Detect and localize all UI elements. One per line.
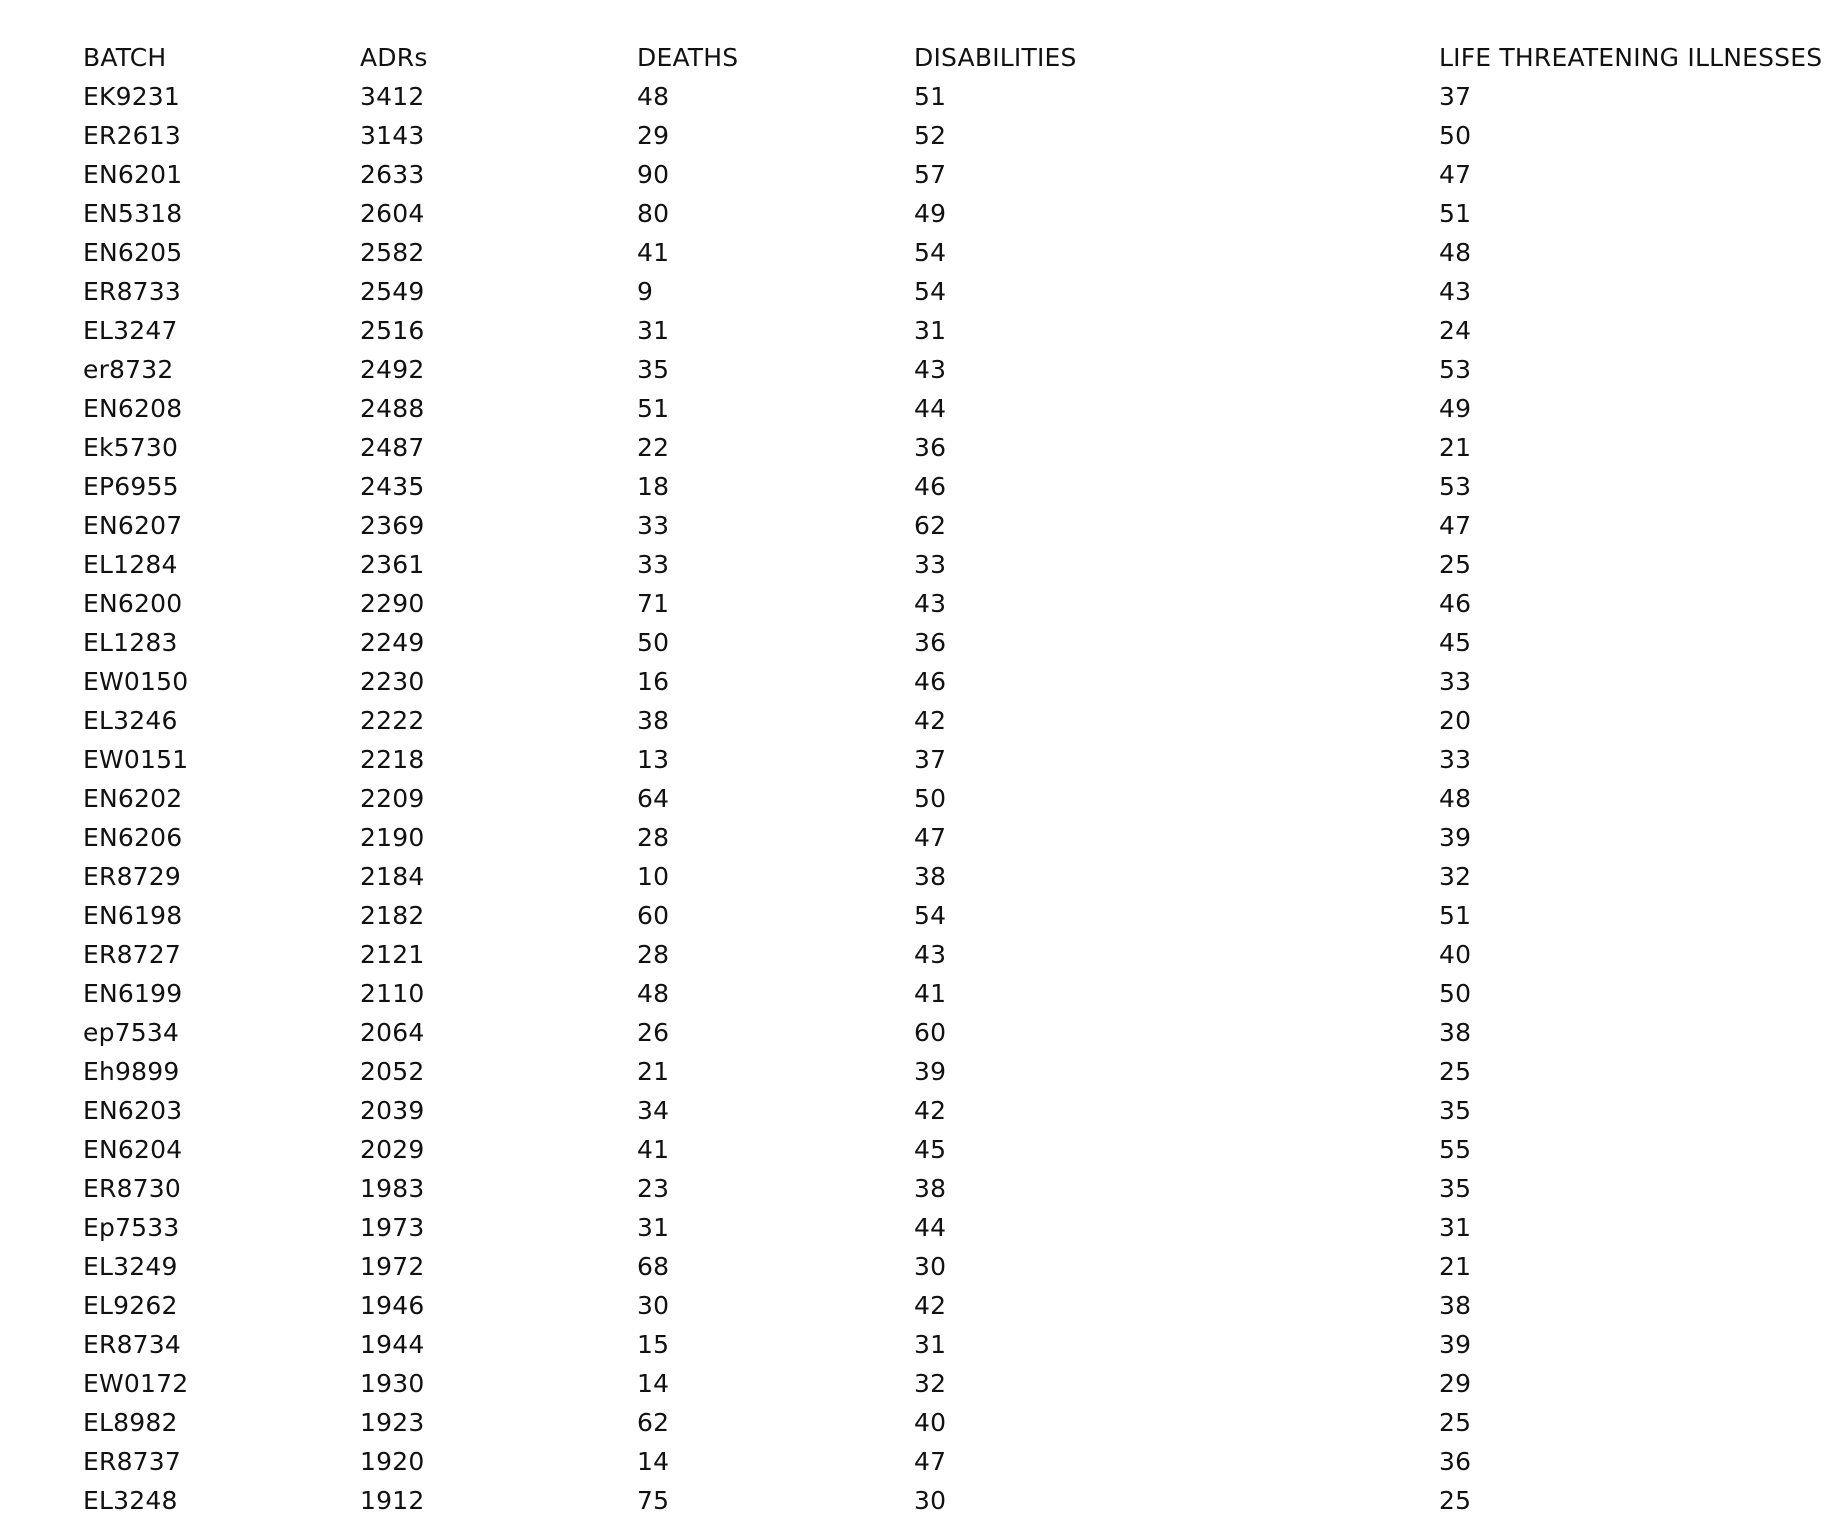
cell-disabilities: 30 bbox=[914, 1486, 947, 1515]
cell-life-threatening-illnesses: 36 bbox=[1439, 1447, 1472, 1476]
cell-life-threatening-illnesses: 25 bbox=[1439, 1486, 1472, 1515]
table-row bbox=[83, 1325, 1822, 1364]
table-row bbox=[83, 857, 1822, 896]
cell-batch: ER8733 bbox=[83, 277, 181, 306]
cell-life-threatening-illnesses: 40 bbox=[1439, 940, 1472, 969]
cell-adrs: 1930 bbox=[360, 1369, 425, 1398]
cell-batch: EL9262 bbox=[83, 1291, 178, 1320]
cell-deaths: 29 bbox=[637, 121, 670, 150]
cell-deaths: 80 bbox=[637, 199, 670, 228]
cell-life-threatening-illnesses: 47 bbox=[1439, 160, 1472, 189]
cell-disabilities: 43 bbox=[914, 355, 947, 384]
cell-adrs: 2029 bbox=[360, 1135, 425, 1164]
cell-disabilities: 40 bbox=[914, 1408, 947, 1437]
cell-batch: EW0150 bbox=[83, 667, 189, 696]
cell-life-threatening-illnesses: 55 bbox=[1439, 1135, 1472, 1164]
cell-disabilities: 42 bbox=[914, 706, 947, 735]
cell-disabilities: 46 bbox=[914, 667, 947, 696]
header-adrs: ADRs bbox=[360, 43, 428, 72]
cell-batch: EN6199 bbox=[83, 979, 183, 1008]
cell-life-threatening-illnesses: 21 bbox=[1439, 1252, 1472, 1281]
cell-deaths: 90 bbox=[637, 160, 670, 189]
cell-batch: EN6207 bbox=[83, 511, 183, 540]
cell-batch: ER8729 bbox=[83, 862, 181, 891]
cell-adrs: 2110 bbox=[360, 979, 425, 1008]
cell-batch: EN6206 bbox=[83, 823, 183, 852]
cell-life-threatening-illnesses: 25 bbox=[1439, 1408, 1472, 1437]
cell-life-threatening-illnesses: 48 bbox=[1439, 238, 1472, 267]
cell-adrs: 2549 bbox=[360, 277, 425, 306]
cell-deaths: 13 bbox=[637, 745, 670, 774]
cell-batch: EW0172 bbox=[83, 1369, 189, 1398]
cell-life-threatening-illnesses: 33 bbox=[1439, 667, 1472, 696]
table-row bbox=[83, 1247, 1822, 1286]
cell-adrs: 1923 bbox=[360, 1408, 425, 1437]
table-row bbox=[83, 1442, 1822, 1481]
cell-batch: EN6200 bbox=[83, 589, 183, 618]
cell-disabilities: 62 bbox=[914, 511, 947, 540]
cell-adrs: 2582 bbox=[360, 238, 425, 267]
cell-disabilities: 38 bbox=[914, 862, 947, 891]
cell-adrs: 2039 bbox=[360, 1096, 425, 1125]
cell-batch: EL3246 bbox=[83, 706, 178, 735]
table-row bbox=[83, 1052, 1822, 1091]
header-deaths: DEATHS bbox=[637, 43, 739, 72]
cell-adrs: 2182 bbox=[360, 901, 425, 930]
cell-disabilities: 37 bbox=[914, 745, 947, 774]
table-row bbox=[83, 311, 1822, 350]
cell-disabilities: 32 bbox=[914, 1369, 947, 1398]
cell-adrs: 2209 bbox=[360, 784, 425, 813]
table-row bbox=[83, 1403, 1822, 1442]
cell-deaths: 10 bbox=[637, 862, 670, 891]
cell-life-threatening-illnesses: 51 bbox=[1439, 901, 1472, 930]
cell-deaths: 21 bbox=[637, 1057, 670, 1086]
cell-adrs: 3143 bbox=[360, 121, 425, 150]
cell-disabilities: 42 bbox=[914, 1096, 947, 1125]
cell-disabilities: 44 bbox=[914, 394, 947, 423]
table-row bbox=[83, 818, 1822, 857]
cell-batch: EN6208 bbox=[83, 394, 183, 423]
table-row bbox=[83, 662, 1822, 701]
cell-deaths: 33 bbox=[637, 511, 670, 540]
cell-disabilities: 31 bbox=[914, 1330, 947, 1359]
cell-adrs: 2290 bbox=[360, 589, 425, 618]
cell-life-threatening-illnesses: 24 bbox=[1439, 316, 1472, 345]
cell-disabilities: 60 bbox=[914, 1018, 947, 1047]
cell-deaths: 23 bbox=[637, 1174, 670, 1203]
cell-deaths: 48 bbox=[637, 82, 670, 111]
cell-disabilities: 36 bbox=[914, 433, 947, 462]
cell-adrs: 2121 bbox=[360, 940, 425, 969]
cell-life-threatening-illnesses: 43 bbox=[1439, 277, 1472, 306]
cell-life-threatening-illnesses: 32 bbox=[1439, 862, 1472, 891]
cell-batch: ER8727 bbox=[83, 940, 181, 969]
cell-adrs: 2435 bbox=[360, 472, 425, 501]
cell-deaths: 35 bbox=[637, 355, 670, 384]
table-row bbox=[83, 974, 1822, 1013]
cell-batch: EN6203 bbox=[83, 1096, 183, 1125]
table-body bbox=[83, 38, 1822, 1520]
cell-deaths: 34 bbox=[637, 1096, 670, 1125]
cell-adrs: 2633 bbox=[360, 160, 425, 189]
cell-deaths: 14 bbox=[637, 1369, 670, 1398]
cell-disabilities: 54 bbox=[914, 238, 947, 267]
cell-disabilities: 47 bbox=[914, 1447, 947, 1476]
cell-adrs: 2492 bbox=[360, 355, 425, 384]
cell-disabilities: 51 bbox=[914, 82, 947, 111]
cell-adrs: 2064 bbox=[360, 1018, 425, 1047]
table-row bbox=[83, 779, 1822, 818]
cell-batch: EW0151 bbox=[83, 745, 189, 774]
table-row bbox=[83, 116, 1822, 155]
cell-batch: ER8734 bbox=[83, 1330, 181, 1359]
cell-adrs: 1946 bbox=[360, 1291, 425, 1320]
cell-deaths: 48 bbox=[637, 979, 670, 1008]
cell-disabilities: 50 bbox=[914, 784, 947, 813]
cell-disabilities: 52 bbox=[914, 121, 947, 150]
cell-life-threatening-illnesses: 25 bbox=[1439, 1057, 1472, 1086]
cell-batch: EK9231 bbox=[83, 82, 181, 111]
cell-disabilities: 44 bbox=[914, 1213, 947, 1242]
cell-adrs: 2361 bbox=[360, 550, 425, 579]
cell-deaths: 41 bbox=[637, 238, 670, 267]
cell-deaths: 30 bbox=[637, 1291, 670, 1320]
cell-batch: EL8982 bbox=[83, 1408, 178, 1437]
cell-disabilities: 54 bbox=[914, 901, 947, 930]
table-row bbox=[83, 1208, 1822, 1247]
cell-life-threatening-illnesses: 20 bbox=[1439, 706, 1472, 735]
table-row bbox=[83, 1130, 1822, 1169]
cell-disabilities: 43 bbox=[914, 589, 947, 618]
cell-deaths: 71 bbox=[637, 589, 670, 618]
cell-life-threatening-illnesses: 38 bbox=[1439, 1291, 1472, 1320]
cell-disabilities: 39 bbox=[914, 1057, 947, 1086]
cell-disabilities: 47 bbox=[914, 823, 947, 852]
cell-adrs: 1944 bbox=[360, 1330, 425, 1359]
cell-adrs: 2222 bbox=[360, 706, 425, 735]
cell-batch: ep7534 bbox=[83, 1018, 180, 1047]
cell-disabilities: 33 bbox=[914, 550, 947, 579]
cell-life-threatening-illnesses: 50 bbox=[1439, 121, 1472, 150]
table-row bbox=[83, 1364, 1822, 1403]
cell-life-threatening-illnesses: 47 bbox=[1439, 511, 1472, 540]
cell-adrs: 2488 bbox=[360, 394, 425, 423]
cell-deaths: 31 bbox=[637, 1213, 670, 1242]
cell-deaths: 64 bbox=[637, 784, 670, 813]
cell-disabilities: 41 bbox=[914, 979, 947, 1008]
table-row bbox=[83, 77, 1822, 116]
cell-deaths: 28 bbox=[637, 823, 670, 852]
cell-life-threatening-illnesses: 33 bbox=[1439, 745, 1472, 774]
header-row bbox=[83, 38, 1822, 77]
cell-batch: EN6198 bbox=[83, 901, 183, 930]
batch-adr-table bbox=[83, 38, 1822, 1520]
cell-life-threatening-illnesses: 35 bbox=[1439, 1174, 1472, 1203]
cell-adrs: 2249 bbox=[360, 628, 425, 657]
table-row bbox=[83, 389, 1822, 428]
cell-disabilities: 38 bbox=[914, 1174, 947, 1203]
cell-batch: EL3248 bbox=[83, 1486, 178, 1515]
cell-batch: er8732 bbox=[83, 355, 174, 384]
cell-adrs: 2604 bbox=[360, 199, 425, 228]
cell-adrs: 3412 bbox=[360, 82, 425, 111]
cell-life-threatening-illnesses: 25 bbox=[1439, 550, 1472, 579]
cell-life-threatening-illnesses: 31 bbox=[1439, 1213, 1472, 1242]
table-row bbox=[83, 350, 1822, 389]
cell-adrs: 1973 bbox=[360, 1213, 425, 1242]
table-row bbox=[83, 1013, 1822, 1052]
cell-life-threatening-illnesses: 45 bbox=[1439, 628, 1472, 657]
table-row bbox=[83, 584, 1822, 623]
cell-adrs: 1920 bbox=[360, 1447, 425, 1476]
cell-adrs: 2230 bbox=[360, 667, 425, 696]
cell-batch: ER8730 bbox=[83, 1174, 181, 1203]
cell-batch: EN6202 bbox=[83, 784, 183, 813]
cell-deaths: 16 bbox=[637, 667, 670, 696]
table-row bbox=[83, 506, 1822, 545]
cell-disabilities: 46 bbox=[914, 472, 947, 501]
cell-adrs: 2369 bbox=[360, 511, 425, 540]
cell-deaths: 22 bbox=[637, 433, 670, 462]
table-row bbox=[83, 935, 1822, 974]
cell-adrs: 2184 bbox=[360, 862, 425, 891]
header-disabilities: DISABILITIES bbox=[914, 43, 1077, 72]
table-row bbox=[83, 155, 1822, 194]
cell-deaths: 60 bbox=[637, 901, 670, 930]
cell-batch: EN5318 bbox=[83, 199, 183, 228]
cell-disabilities: 36 bbox=[914, 628, 947, 657]
table-row bbox=[83, 467, 1822, 506]
cell-deaths: 28 bbox=[637, 940, 670, 969]
cell-adrs: 2052 bbox=[360, 1057, 425, 1086]
cell-batch: EL3249 bbox=[83, 1252, 178, 1281]
table-row bbox=[83, 1286, 1822, 1325]
table-row bbox=[83, 623, 1822, 662]
cell-adrs: 2218 bbox=[360, 745, 425, 774]
cell-life-threatening-illnesses: 38 bbox=[1439, 1018, 1472, 1047]
cell-adrs: 1972 bbox=[360, 1252, 425, 1281]
cell-adrs: 1983 bbox=[360, 1174, 425, 1203]
cell-deaths: 9 bbox=[637, 277, 654, 306]
cell-life-threatening-illnesses: 39 bbox=[1439, 823, 1472, 852]
table-row bbox=[83, 428, 1822, 467]
cell-batch: Ek5730 bbox=[83, 433, 179, 462]
cell-deaths: 15 bbox=[637, 1330, 670, 1359]
cell-deaths: 50 bbox=[637, 628, 670, 657]
cell-batch: EN6201 bbox=[83, 160, 183, 189]
table-row bbox=[83, 701, 1822, 740]
cell-adrs: 2190 bbox=[360, 823, 425, 852]
table-row bbox=[83, 740, 1822, 779]
header-life-threatening-illnesses: LIFE THREATENING ILLNESSES bbox=[1439, 43, 1823, 72]
cell-disabilities: 31 bbox=[914, 316, 947, 345]
cell-life-threatening-illnesses: 21 bbox=[1439, 433, 1472, 462]
cell-life-threatening-illnesses: 53 bbox=[1439, 472, 1472, 501]
cell-life-threatening-illnesses: 39 bbox=[1439, 1330, 1472, 1359]
cell-deaths: 26 bbox=[637, 1018, 670, 1047]
cell-disabilities: 54 bbox=[914, 277, 947, 306]
cell-batch: EL3247 bbox=[83, 316, 178, 345]
table-row bbox=[83, 233, 1822, 272]
cell-deaths: 31 bbox=[637, 316, 670, 345]
cell-deaths: 41 bbox=[637, 1135, 670, 1164]
cell-adrs: 2516 bbox=[360, 316, 425, 345]
cell-batch: Eh9899 bbox=[83, 1057, 180, 1086]
table-row bbox=[83, 194, 1822, 233]
cell-deaths: 14 bbox=[637, 1447, 670, 1476]
cell-life-threatening-illnesses: 29 bbox=[1439, 1369, 1472, 1398]
cell-batch: ER2613 bbox=[83, 121, 181, 150]
cell-life-threatening-illnesses: 35 bbox=[1439, 1096, 1472, 1125]
table-row bbox=[83, 1091, 1822, 1130]
table-row bbox=[83, 545, 1822, 584]
cell-life-threatening-illnesses: 51 bbox=[1439, 199, 1472, 228]
cell-batch: EL1284 bbox=[83, 550, 178, 579]
cell-disabilities: 57 bbox=[914, 160, 947, 189]
cell-disabilities: 30 bbox=[914, 1252, 947, 1281]
cell-life-threatening-illnesses: 37 bbox=[1439, 82, 1472, 111]
cell-adrs: 2487 bbox=[360, 433, 425, 462]
cell-deaths: 68 bbox=[637, 1252, 670, 1281]
cell-life-threatening-illnesses: 48 bbox=[1439, 784, 1472, 813]
table-row bbox=[83, 1169, 1822, 1208]
cell-batch: EN6204 bbox=[83, 1135, 183, 1164]
cell-life-threatening-illnesses: 50 bbox=[1439, 979, 1472, 1008]
cell-batch: EN6205 bbox=[83, 238, 183, 267]
cell-batch: ER8737 bbox=[83, 1447, 181, 1476]
cell-life-threatening-illnesses: 53 bbox=[1439, 355, 1472, 384]
cell-deaths: 18 bbox=[637, 472, 670, 501]
cell-life-threatening-illnesses: 46 bbox=[1439, 589, 1472, 618]
cell-disabilities: 45 bbox=[914, 1135, 947, 1164]
cell-disabilities: 42 bbox=[914, 1291, 947, 1320]
cell-deaths: 38 bbox=[637, 706, 670, 735]
cell-adrs: 1912 bbox=[360, 1486, 425, 1515]
table-row bbox=[83, 272, 1822, 311]
cell-batch: EP6955 bbox=[83, 472, 179, 501]
header-batch: BATCH bbox=[83, 43, 167, 72]
cell-deaths: 62 bbox=[637, 1408, 670, 1437]
cell-disabilities: 49 bbox=[914, 199, 947, 228]
cell-deaths: 51 bbox=[637, 394, 670, 423]
table-row bbox=[83, 896, 1822, 935]
cell-deaths: 75 bbox=[637, 1486, 670, 1515]
table-row bbox=[83, 1481, 1822, 1520]
cell-batch: Ep7533 bbox=[83, 1213, 180, 1242]
cell-life-threatening-illnesses: 49 bbox=[1439, 394, 1472, 423]
cell-disabilities: 43 bbox=[914, 940, 947, 969]
cell-deaths: 33 bbox=[637, 550, 670, 579]
cell-batch: EL1283 bbox=[83, 628, 178, 657]
